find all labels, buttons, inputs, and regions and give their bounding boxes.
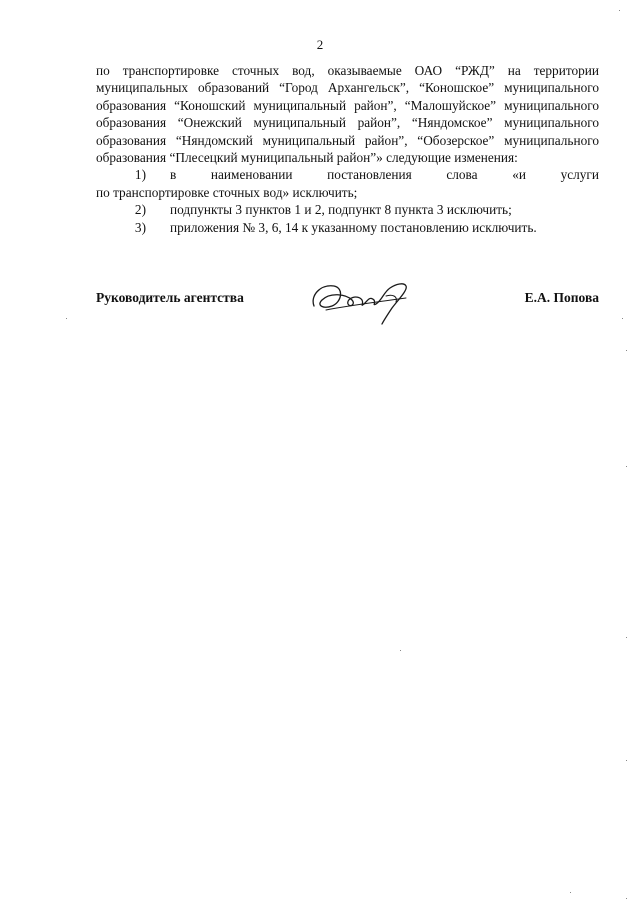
signatory-title: Руководитель агентства: [96, 290, 244, 305]
scan-speck: [626, 350, 627, 351]
signature-block: [96, 280, 599, 330]
item-number: 3): [134, 219, 146, 235]
list-item: [96, 166, 599, 183]
scan-speck: [619, 10, 620, 11]
scan-speck: [66, 318, 67, 319]
item-text: подпункты 3 пунктов 1 и 2, подпункт 8 пункта 3 исключить;: [170, 202, 512, 218]
document-body: [96, 62, 599, 236]
handwritten-signature: [306, 276, 416, 328]
item-text-first-line: в наименовании постановления слова «и услуги: [170, 167, 599, 183]
item-text: приложения № 3, 6, 14 к указанному постановлению исключить.: [170, 219, 537, 235]
list-item: [96, 219, 599, 236]
page-number: 2: [316, 37, 324, 52]
scan-speck: [626, 637, 627, 638]
intro-paragraph: по транспортировке сточных вод, оказываемые ОАО “РЖД” на территории муниципальных образований “Город Архангельск”, “Коношское” муниципального образования “Коношский муниципальный район”, “Малошуйское” муниципального образования “Онежский муниципальный район”, “Няндомское” муниципального образования “Няндомский муниципальный район”, “Обозерское” муниципального образования “Плесецкий муниципальный район”» следующие изменения:: [96, 63, 599, 166]
scan-speck: [626, 898, 627, 899]
scan-speck: [570, 892, 571, 893]
item-number: 1): [134, 167, 146, 183]
item-text-continuation: по транспортировке сточных вод» исключить;: [96, 184, 358, 200]
scan-speck: [400, 650, 401, 651]
scan-speck: [626, 466, 627, 467]
list-item: [96, 201, 599, 218]
signatory-name: Е.А. Попова: [524, 290, 599, 305]
item-number: 2): [134, 202, 146, 218]
item-text: [170, 166, 599, 183]
scan-speck: [622, 318, 623, 319]
scan-speck: [626, 760, 627, 761]
